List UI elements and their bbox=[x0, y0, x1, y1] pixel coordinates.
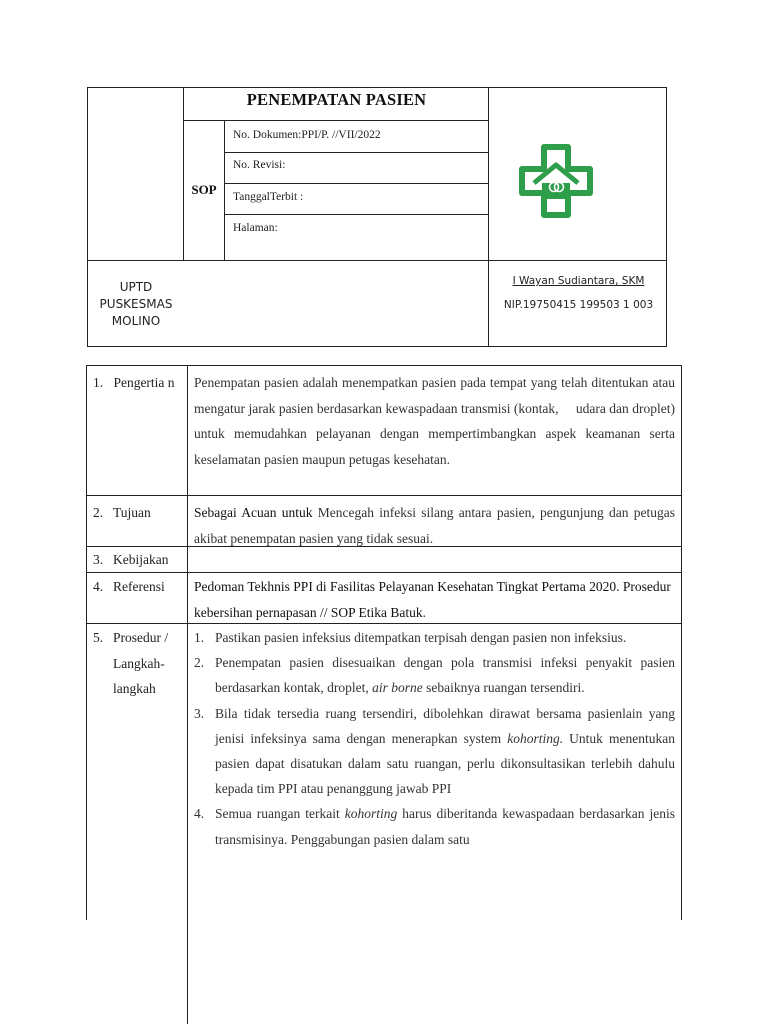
step-text: Penempatan pasien disesuaikan dengan pola transmisi infeksi penyakit pasien berdasarkan kontak, droplet, bbox=[215, 655, 675, 696]
document-title: PENEMPATAN PASIEN bbox=[246, 90, 427, 109]
section-number: 5. bbox=[93, 630, 104, 645]
section-number: 3. bbox=[93, 552, 104, 567]
header-divider bbox=[224, 152, 488, 153]
step-text: Pastikan pasien infeksius ditempatkan terpisah dengan pasien non infeksius. bbox=[215, 630, 627, 645]
list-item bbox=[194, 650, 675, 700]
puskesmas-logo-icon bbox=[518, 143, 594, 219]
section-title: Referensi bbox=[113, 579, 165, 594]
label-line: langkah bbox=[113, 681, 156, 696]
list-item bbox=[194, 625, 675, 650]
section-number: 1. bbox=[93, 375, 104, 390]
sop-content-table bbox=[86, 365, 689, 920]
issue-date: TanggalTerbit : bbox=[233, 191, 304, 203]
section-kebijakan bbox=[87, 547, 681, 573]
section-text bbox=[194, 574, 675, 625]
header-divider bbox=[224, 120, 225, 260]
section-number: 2. bbox=[93, 505, 104, 520]
revision-number: No. Revisi: bbox=[233, 159, 286, 171]
org-line: PUSKESMAS bbox=[99, 296, 173, 311]
step-number: 1. bbox=[194, 630, 205, 645]
step-text-italic: kohorting bbox=[344, 806, 398, 822]
section-label bbox=[93, 500, 185, 526]
sop-header-table bbox=[87, 87, 667, 347]
column-divider bbox=[187, 366, 188, 495]
step-text: Semua ruangan terkait bbox=[215, 806, 345, 822]
org-line: UPTD bbox=[119, 279, 153, 294]
section-text: Penempatan pasien adalah menempatkan pasien pada tempat yang telah ditentukan atau mengatur jarak pasien berdasarkan kewaspadaan transmisi (kontak, udara dan droplet) untuk memudahkan pelayanan dengan mempertimbangkan aspek keamanan serta keselamatan pasien maupun petugas kesehatan. bbox=[194, 375, 689, 467]
section-label bbox=[93, 370, 185, 396]
signer-nip: NIP.19750415 199503 1 003 bbox=[503, 299, 654, 311]
header-divider bbox=[224, 183, 488, 184]
page-number: Halaman: bbox=[233, 222, 278, 234]
section-title bbox=[113, 625, 183, 702]
text-part: . bbox=[422, 604, 426, 620]
step-text: harus diberitanda kewaspadaan berdasarkan jenis transmisinya. Penggabungan pasien dalam satu bbox=[215, 806, 675, 847]
step-text: Bila tidak tersedia ruang tersendiri, dibolehkan dirawat bersama pasienlain yang jenisi infeksinya sama dengan menerapkan system bbox=[215, 705, 675, 746]
step-text-italic: air borne bbox=[372, 680, 423, 696]
sop-label: SOP bbox=[191, 182, 217, 197]
section-title: Tujuan bbox=[113, 505, 151, 520]
section-label bbox=[93, 625, 185, 702]
list-item bbox=[194, 701, 675, 802]
label-line: Prosedur / bbox=[113, 630, 169, 645]
text-part: Mencegah infeksi silang antara pasien, pengunjung dan petugas akibat penempatan pasien yang tidak sesuai. bbox=[194, 505, 675, 546]
text-part: Pedoman Tekhnis PPI di Fasilitas Pelayanan Kesehatan Tingkat Pertama 2020. Prosedur kebersihan pernapasan // SOP Etika Batuk bbox=[194, 579, 671, 620]
column-divider bbox=[187, 624, 188, 1024]
section-title: Pengertia n bbox=[113, 375, 175, 390]
section-text bbox=[194, 500, 675, 551]
procedure-steps bbox=[194, 625, 675, 852]
header-divider bbox=[183, 120, 488, 121]
organization-name bbox=[88, 260, 184, 348]
section-pengertian bbox=[87, 366, 689, 496]
section-prosedur bbox=[87, 624, 681, 1024]
section-number: 4. bbox=[93, 579, 104, 594]
step-number: 4. bbox=[194, 806, 205, 822]
document-number: No. Dokumen:PPI/P. //VII/2022 bbox=[233, 129, 381, 141]
section-title: Kebijakan bbox=[113, 552, 169, 567]
section-tujuan bbox=[87, 496, 681, 547]
label-line: Langkah- bbox=[113, 655, 165, 671]
step-text: Untuk menentukan pasien dapat disatukan dalam satu ruangan, perlu dikonsultasikan terlebih dahulu kepada tim PPI atau penanggung jawab PPI bbox=[215, 730, 676, 797]
org-line: MOLINO bbox=[111, 313, 161, 328]
list-item bbox=[194, 801, 675, 851]
signer-name: I Wayan Sudiantara, SKM bbox=[512, 275, 645, 287]
column-divider bbox=[187, 547, 188, 572]
section-referensi bbox=[87, 573, 681, 624]
step-text-italic: kohorting. bbox=[507, 730, 564, 746]
step-text: sebaiknya ruangan tersendiri. bbox=[422, 680, 585, 696]
text-part: Sebagai Acuan untuk bbox=[194, 505, 313, 520]
step-number: 2. bbox=[194, 655, 205, 671]
section-label bbox=[93, 574, 185, 600]
column-divider bbox=[187, 496, 188, 546]
section-label bbox=[93, 547, 185, 573]
column-divider bbox=[187, 573, 188, 623]
header-divider bbox=[224, 214, 488, 215]
step-number: 3. bbox=[194, 705, 205, 721]
